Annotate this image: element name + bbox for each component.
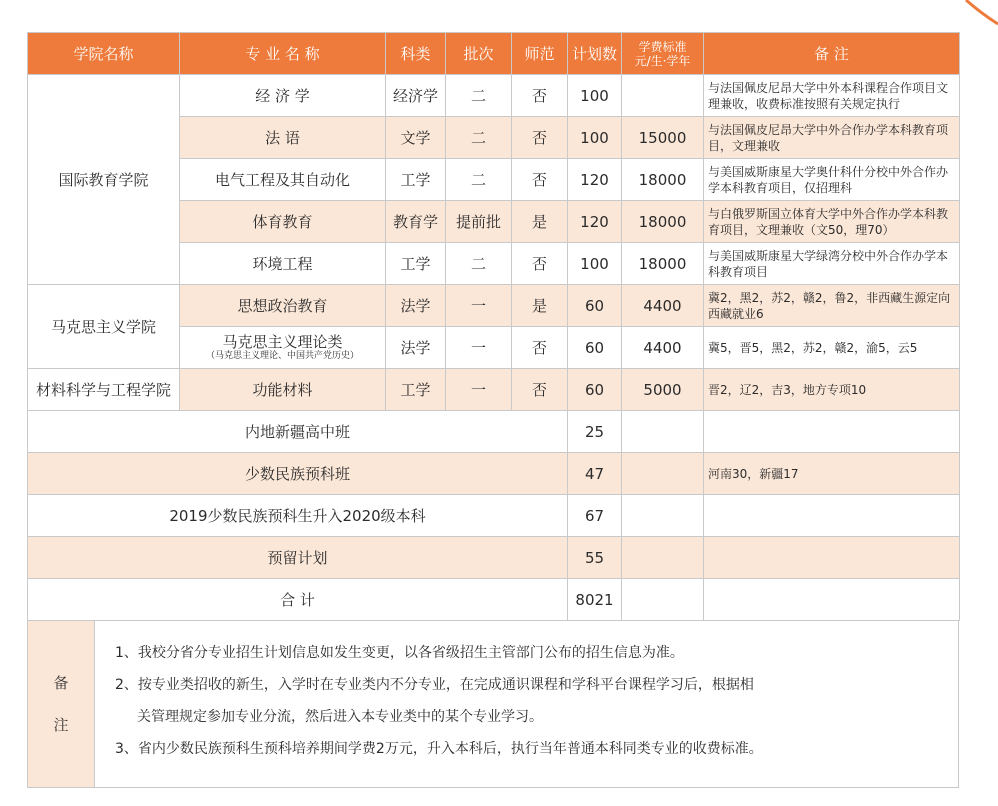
header-fee-line2: 元/生·学年 — [634, 53, 691, 68]
note-cell: 晋2，辽2，吉3，地方专项10 — [704, 369, 960, 411]
remarks-section — [27, 620, 959, 788]
normal-cell: 是 — [512, 201, 568, 243]
major-cell — [180, 327, 386, 369]
header-batch: 批次 — [446, 33, 512, 75]
plan-cell: 55 — [568, 537, 622, 579]
major-cell: 体育教育 — [180, 201, 386, 243]
header-college: 学院名称 — [28, 33, 180, 75]
note-cell — [704, 495, 960, 537]
special-name-cell: 预留计划 — [28, 537, 568, 579]
fee-cell — [622, 495, 704, 537]
plan-cell: 60 — [568, 327, 622, 369]
fee-cell: 18000 — [622, 159, 704, 201]
major-cell: 法 语 — [180, 117, 386, 159]
plan-cell: 47 — [568, 453, 622, 495]
note-cell: 冀2，黑2，苏2，赣2，鲁2，非西藏生源定向西藏就业6 — [704, 285, 960, 327]
fee-cell — [622, 75, 704, 117]
plan-cell: 25 — [568, 411, 622, 453]
note-cell — [704, 579, 960, 621]
header-fee — [622, 33, 704, 75]
fee-cell — [622, 411, 704, 453]
batch-cell: 二 — [446, 117, 512, 159]
total-label-cell: 合 计 — [28, 579, 568, 621]
batch-cell: 一 — [446, 327, 512, 369]
special-name-cell: 内地新疆高中班 — [28, 411, 568, 453]
remarks-label — [28, 621, 95, 787]
header-fee-line1: 学费标准 — [638, 39, 687, 54]
fee-cell — [622, 537, 704, 579]
plan-cell: 120 — [568, 159, 622, 201]
table-row-special — [28, 537, 960, 579]
special-name-cell: 2019少数民族预科生升入2020级本科 — [28, 495, 568, 537]
normal-cell: 否 — [512, 159, 568, 201]
note-cell — [704, 411, 960, 453]
special-name-cell: 少数民族预科班 — [28, 453, 568, 495]
fee-cell — [622, 453, 704, 495]
normal-cell: 否 — [512, 327, 568, 369]
table-row — [28, 75, 960, 117]
major-subtitle: （马克思主义理论、中国共产党历史） — [205, 351, 359, 361]
note-cell — [704, 537, 960, 579]
remarks-content — [95, 621, 958, 787]
fee-cell: 4400 — [622, 285, 704, 327]
table-row-special — [28, 411, 960, 453]
note-cell: 河南30，新疆17 — [704, 453, 960, 495]
note-cell: 与法国佩皮尼昂大学中外本科课程合作项目文理兼收，收费标准按照有关规定执行 — [704, 75, 960, 117]
note-cell: 与法国佩皮尼昂大学中外合作办学本科教育项目，文理兼收 — [704, 117, 960, 159]
batch-cell: 二 — [446, 75, 512, 117]
enrollment-plan-table — [27, 32, 960, 621]
fee-cell: 15000 — [622, 117, 704, 159]
table-row-total — [28, 579, 960, 621]
plan-cell: 100 — [568, 117, 622, 159]
batch-cell: 二 — [446, 243, 512, 285]
header-normal: 师范 — [512, 33, 568, 75]
header-category: 科类 — [386, 33, 446, 75]
category-cell: 工学 — [386, 369, 446, 411]
college-cell: 材料科学与工程学院 — [28, 369, 180, 411]
normal-cell: 否 — [512, 117, 568, 159]
normal-cell: 否 — [512, 243, 568, 285]
fee-cell: 5000 — [622, 369, 704, 411]
batch-cell: 二 — [446, 159, 512, 201]
table-row-special — [28, 495, 960, 537]
remark-item-2b: 关管理规定参加专业分流，然后进入本专业类中的某个专业学习。 — [137, 709, 543, 725]
college-cell: 国际教育学院 — [28, 75, 180, 285]
total-plan-cell: 8021 — [568, 579, 622, 621]
major-cell: 环境工程 — [180, 243, 386, 285]
fee-cell: 18000 — [622, 201, 704, 243]
batch-cell: 一 — [446, 369, 512, 411]
note-cell: 与白俄罗斯国立体育大学中外合作办学本科教育项目，文理兼收（文50，理70） — [704, 201, 960, 243]
table-header-row — [28, 33, 960, 75]
category-cell: 经济学 — [386, 75, 446, 117]
normal-cell: 是 — [512, 285, 568, 327]
category-cell: 教育学 — [386, 201, 446, 243]
header-major: 专 业 名 称 — [180, 33, 386, 75]
category-cell: 文学 — [386, 117, 446, 159]
batch-cell: 提前批 — [446, 201, 512, 243]
plan-cell: 100 — [568, 243, 622, 285]
major-cell: 经 济 学 — [180, 75, 386, 117]
category-cell: 法学 — [386, 285, 446, 327]
corner-decoration-icon — [958, 0, 998, 40]
fee-cell: 18000 — [622, 243, 704, 285]
fee-cell — [622, 579, 704, 621]
remark-item-2a: 2、按专业类招收的新生，入学时在专业类内不分专业，在完成通识课程和学科平台课程学习后，根据相 — [115, 677, 754, 693]
normal-cell: 否 — [512, 369, 568, 411]
header-remark: 备 注 — [704, 33, 960, 75]
table-row — [28, 285, 960, 327]
major-cell: 功能材料 — [180, 369, 386, 411]
major-cell: 思想政治教育 — [180, 285, 386, 327]
remark-item-1: 1、我校分省分专业招生计划信息如发生变更，以各省级招生主管部门公布的招生信息为准。 — [115, 645, 684, 661]
plan-cell: 120 — [568, 201, 622, 243]
category-cell: 工学 — [386, 243, 446, 285]
major-name: 马克思主义理论类 — [222, 333, 343, 351]
category-cell: 工学 — [386, 159, 446, 201]
note-cell: 与美国威斯康星大学绿湾分校中外合作办学本科教育项目 — [704, 243, 960, 285]
normal-cell: 否 — [512, 75, 568, 117]
fee-cell: 4400 — [622, 327, 704, 369]
note-cell: 与美国威斯康星大学奥什科什分校中外合作办学本科教育项目，仅招理科 — [704, 159, 960, 201]
table-row-special — [28, 453, 960, 495]
category-cell: 法学 — [386, 327, 446, 369]
college-cell: 马克思主义学院 — [28, 285, 180, 369]
remark-item-3: 3、省内少数民族预科生预科培养期间学费2万元，升入本科后，执行当年普通本科同类专业的收费标准。 — [115, 741, 763, 757]
plan-cell: 60 — [568, 369, 622, 411]
plan-cell: 60 — [568, 285, 622, 327]
header-plan: 计划数 — [568, 33, 622, 75]
table-row — [28, 369, 960, 411]
plan-cell: 67 — [568, 495, 622, 537]
major-cell: 电气工程及其自动化 — [180, 159, 386, 201]
plan-cell: 100 — [568, 75, 622, 117]
note-cell: 冀5，晋5，黑2，苏2，赣2，渝5，云5 — [704, 327, 960, 369]
remarks-label-bottom: 注 — [53, 716, 69, 734]
remarks-label-top: 备 — [53, 674, 69, 692]
batch-cell: 一 — [446, 285, 512, 327]
